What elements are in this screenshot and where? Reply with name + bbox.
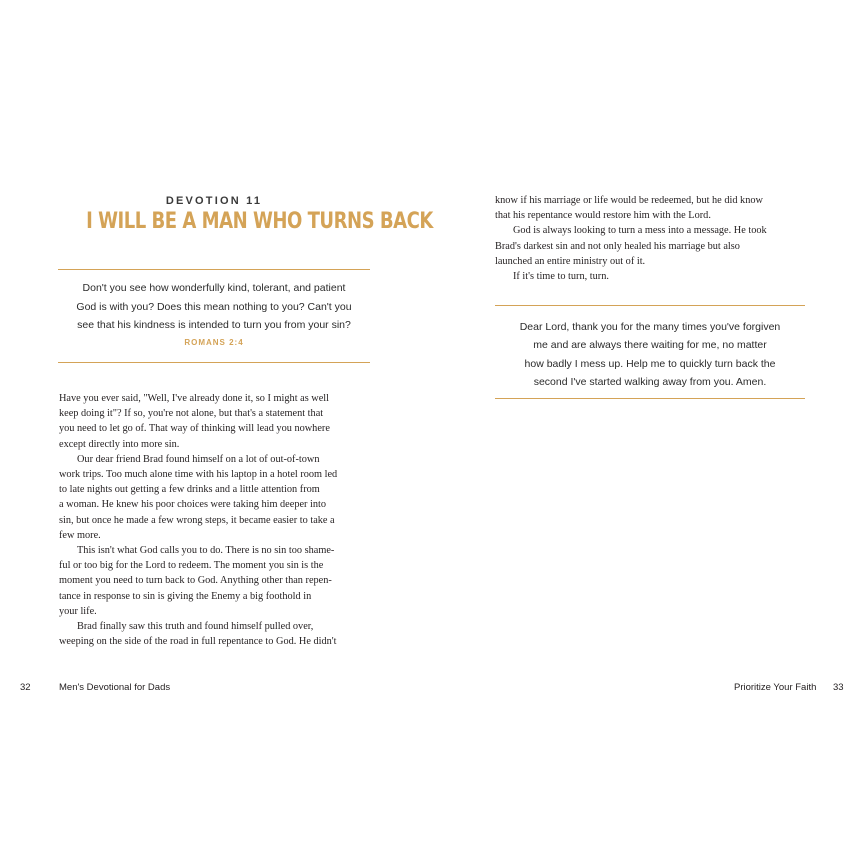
prayer — [495, 318, 805, 391]
devotion-body-continued — [495, 193, 767, 284]
prayer-bottom-rule — [495, 398, 805, 399]
prayer-line: Dear Lord, thank you for the many times you've forgiven — [519, 321, 781, 333]
body-line: to late nights out getting a few drinks and a little attention from — [59, 484, 320, 496]
body-line: that his repentance would restore him with the Lord. — [495, 210, 711, 222]
devotion-title: I WILL BE A MAN WHO TURNS BACK — [86, 209, 433, 234]
body-line: work trips. Too much alone time with his laptop in a hotel room led — [59, 469, 338, 481]
prayer-line: second I've started walking away from you. Amen. — [533, 375, 767, 388]
right-page-number: 33 — [833, 682, 844, 693]
body-line: launched an entire ministry out of it. — [495, 255, 646, 267]
body-line: Our dear friend Brad found himself on a lot of out-of-town — [77, 453, 320, 465]
verse-top-rule — [58, 269, 370, 270]
body-line: your life. — [59, 605, 97, 617]
body-line: keep doing it"? If so, you're not alone, but that's a statement that — [59, 408, 324, 420]
prayer-line: me and are always there waiting for me, no matter — [533, 339, 767, 352]
body-line: a woman. He knew his poor choices were taking him deeper into — [59, 499, 327, 511]
verse-line: Don't you see how wonderfully kind, tolerant, and patient — [82, 282, 346, 294]
verse-reference: ROMANS 2:4 — [184, 338, 244, 347]
body-line: sin, but once he made a few wrong steps, it became easier to take a — [59, 514, 335, 526]
body-line: tance in response to sin is giving the Enemy a big foothold in — [59, 590, 312, 602]
left-running-head: Men's Devotional for Dads — [59, 682, 171, 693]
verse-bottom-rule — [58, 362, 370, 363]
body-line: Have you ever said, "Well, I've already done it, so I might as well — [59, 393, 330, 404]
body-line: ful or too big for the Lord to redeem. The moment you sin is the — [59, 560, 324, 572]
body-line: know if his marriage or life would be redeemed, but he did know — [495, 195, 763, 206]
body-line: God is always looking to turn a mess into a message. He took — [513, 225, 767, 237]
prayer-top-rule — [495, 305, 805, 306]
body-line: except directly into more sin. — [59, 438, 180, 450]
body-line: If it's time to turn, turn. — [513, 271, 609, 283]
right-running-head: Prioritize Your Faith — [734, 682, 817, 693]
body-line: few more. — [59, 529, 101, 541]
body-line: weeping on the side of the road in full repentance to God. He didn't — [59, 636, 337, 648]
body-line: you need to let go of. That way of thinking will lead you nowhere — [59, 423, 330, 435]
verse-line: see that his kindness is intended to turn you from your sin? — [77, 319, 351, 331]
left-page-number: 32 — [20, 682, 31, 693]
body-line: This isn't what God calls you to do. There is no sin too shame- — [77, 545, 335, 557]
body-line: Brad finally saw this truth and found himself pulled over, — [77, 621, 314, 633]
body-line: moment you need to turn back to God. Anything other than repen- — [59, 575, 332, 587]
right-page — [432, 0, 864, 864]
body-line: Brad's darkest sin and not only healed his marriage but also — [495, 240, 740, 252]
devotion-body — [59, 391, 337, 649]
devotion-label: DEVOTION 11 — [165, 195, 263, 207]
verse-line: God is with you? Does this mean nothing to you? Can't you — [76, 300, 352, 313]
scripture-verse — [58, 279, 370, 335]
prayer-line: how badly I mess up. Help me to quickly turn back the — [524, 357, 776, 370]
